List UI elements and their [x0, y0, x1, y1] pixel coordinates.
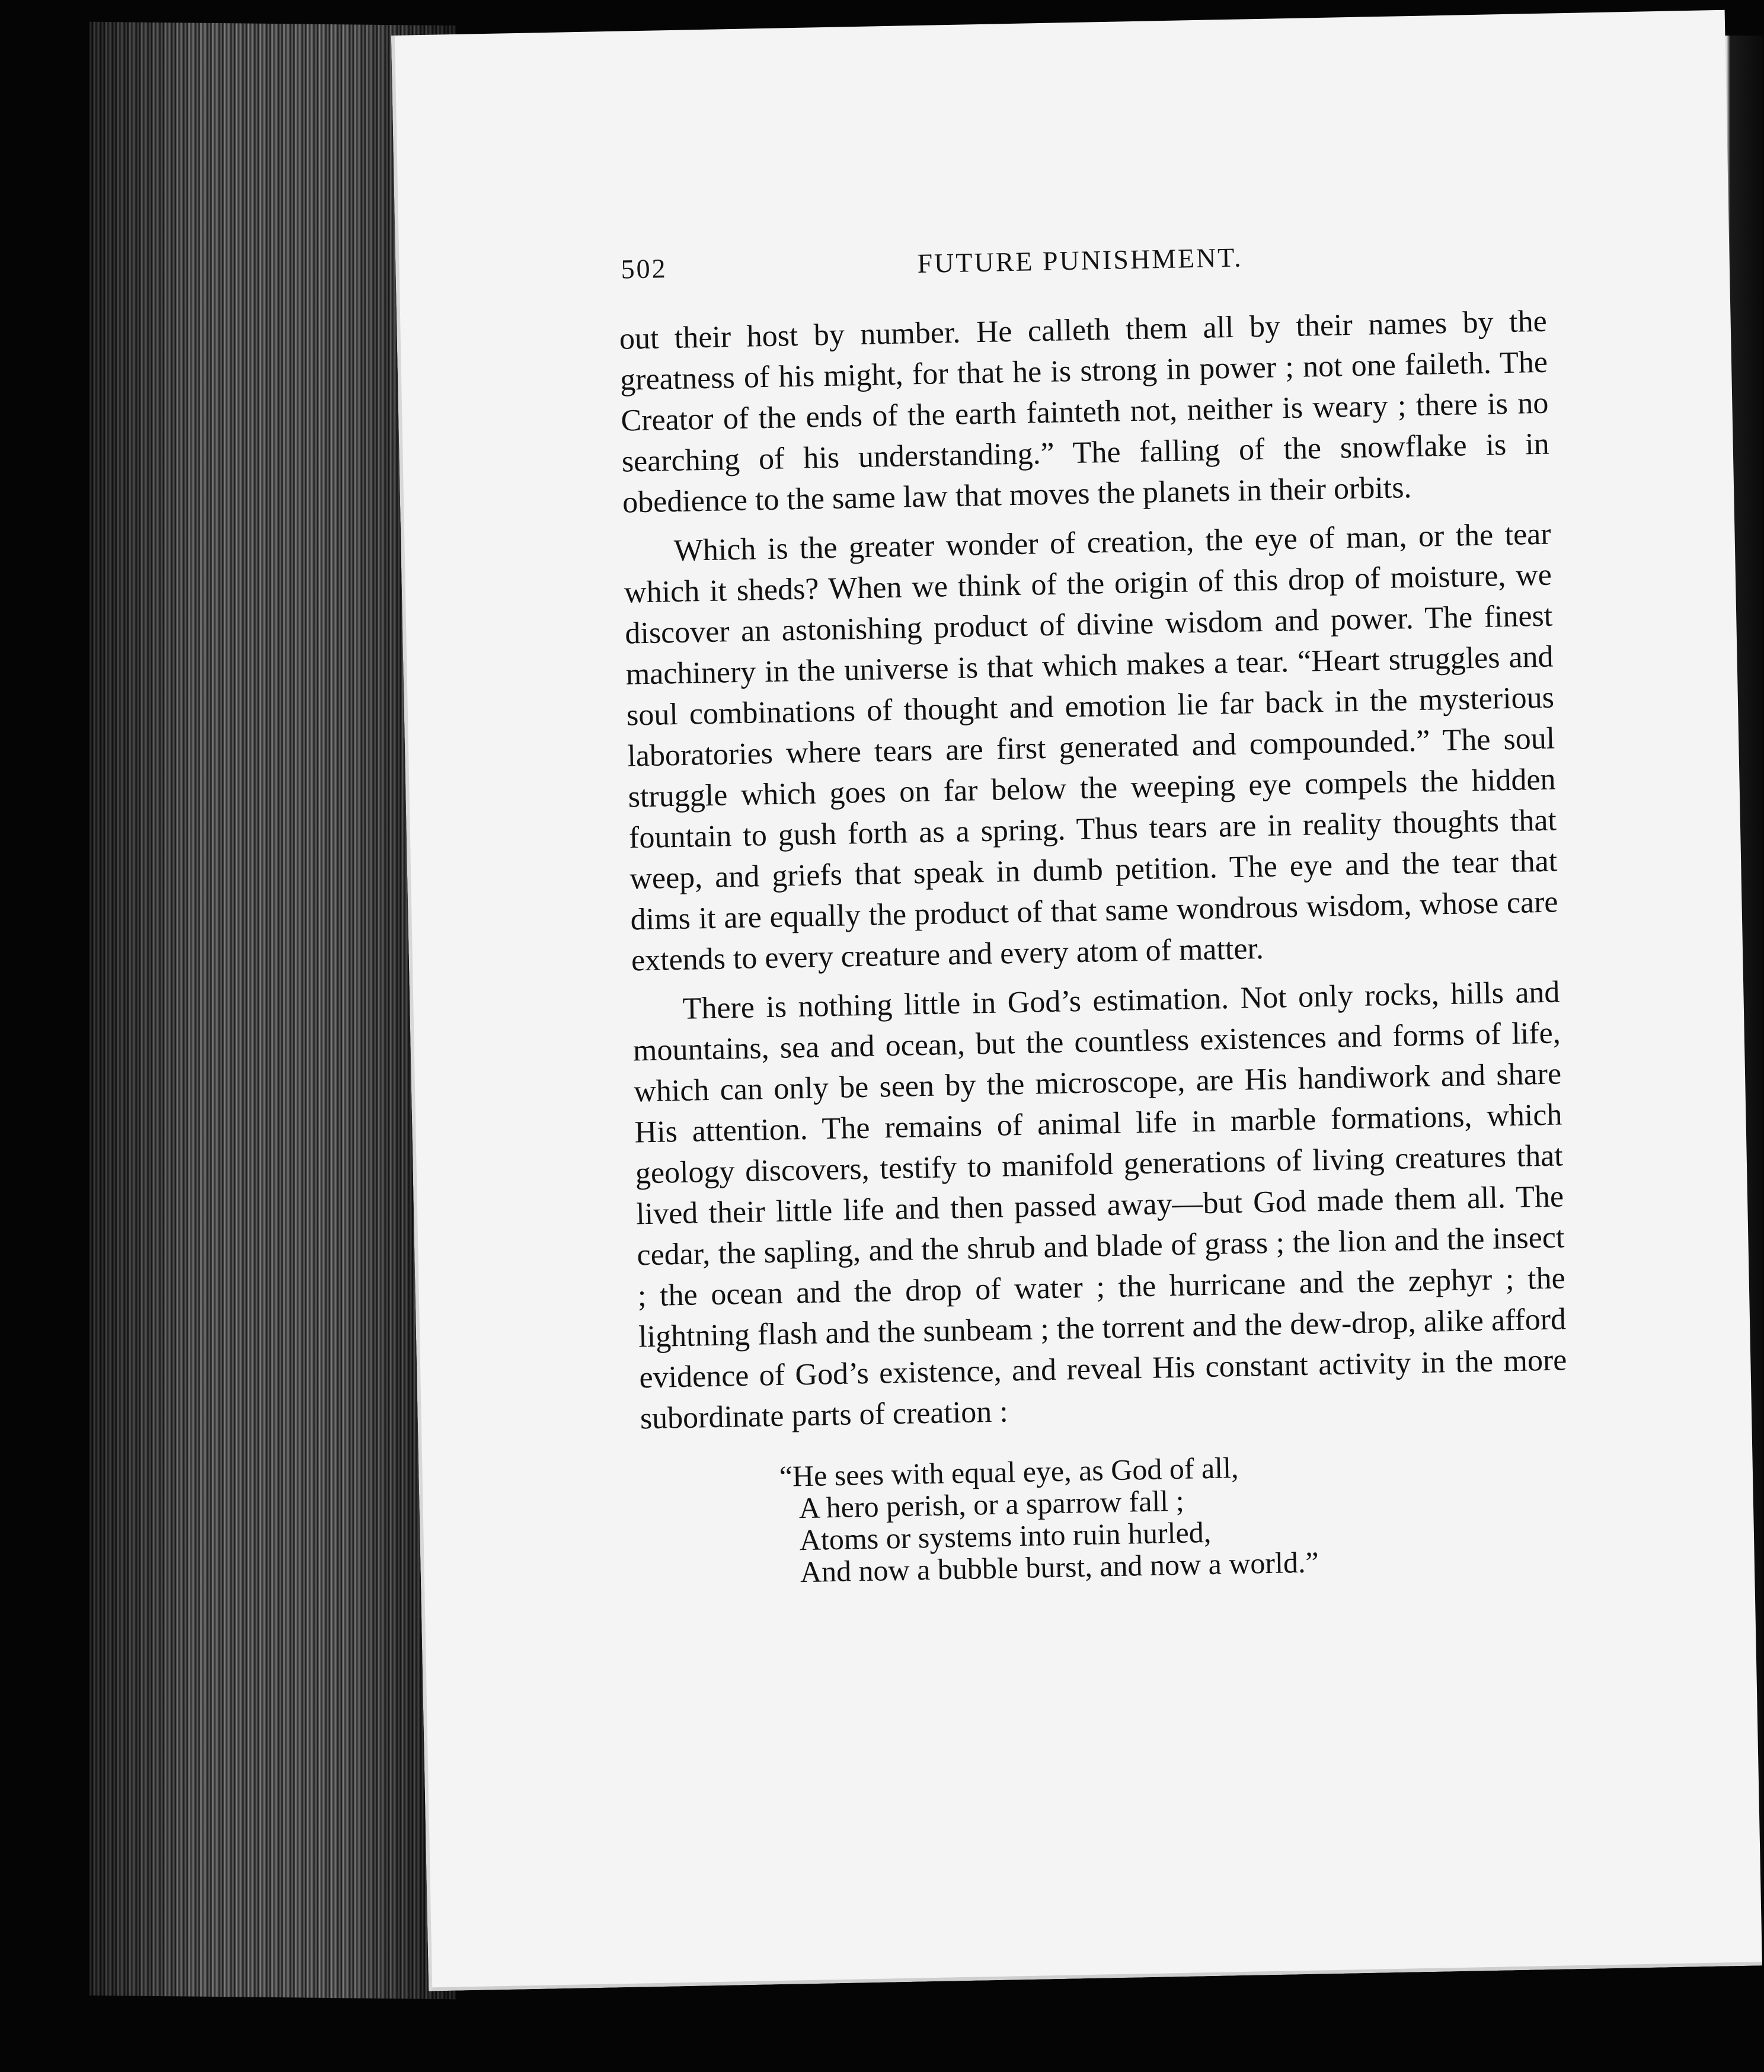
running-title: FUTURE PUNISHMENT. — [917, 242, 1243, 279]
verse-line-2: A hero perish, or a sparrow fall ; — [798, 1483, 1185, 1525]
book-page — [391, 10, 1762, 1991]
paragraph-2: Which is the greater wonder of creation, the eye of man, or the tear which it sheds? When we think of the origin of this drop of moisture, we discover an astonishing product of divine wisdom and power. The finest machinery in the universe is that which makes a tear. “Heart struggles and soul combinations of thought and emotion lie far back in the mysterious laboratories where tears are first generated and compounded.” The soul struggle which goes on far below the weeping eye compels the hidden fountain to gush forth as a spring. Thus tears are in reality thoughts that weep, and griefs that speak in dumb petition. The eye and the tear that dims it are equally the product of that same wondrous wisdom, whose care extends to every creature and every atom of matter. — [624, 517, 1558, 978]
verse-line-3: Atoms or systems into ruin hurled, — [799, 1515, 1212, 1557]
paragraph-1: out their host by number. He calleth them all by their names by the greatness of his might, for that he is strong in power ; not one faileth. The Creator of the ends of the earth fainteth not, neither is weary ; there is no searching of his understanding.” The falling of the snowflake is in obedience to the same law that moves the planets in their orbits. — [619, 304, 1550, 520]
verse-line-1: “He sees with equal eye, as God of all, — [779, 1451, 1239, 1493]
body-text — [619, 301, 1571, 1591]
verse-quotation — [779, 1445, 1571, 1589]
running-head — [621, 235, 1551, 284]
paragraph-3: There is nothing little in God’s estimation. Not only rocks, hills and mountains, sea and ocean, but the countless existences and forms of life, which can only be seen by the microscope, are His handiwork and share His attention. The remains of animal life in marble formations, which geology discovers, testify to manifold generations of living creatures that lived their little life and then passed away—but God made them all. The cedar, the sapling, and the shrub and blade of grass ; the lion and the insect ; the ocean and the drop of water ; the hurricane and the zephyr ; the lightning flash and the sunbeam ; the torrent and the dew-drop, alike afford evidence of God’s existence, and reveal His constant activity in the more subordinate parts of creation : — [632, 975, 1567, 1436]
verse-line-4: And now a bubble burst, and now a world.” — [800, 1545, 1319, 1589]
page-number: 502 — [621, 253, 668, 284]
